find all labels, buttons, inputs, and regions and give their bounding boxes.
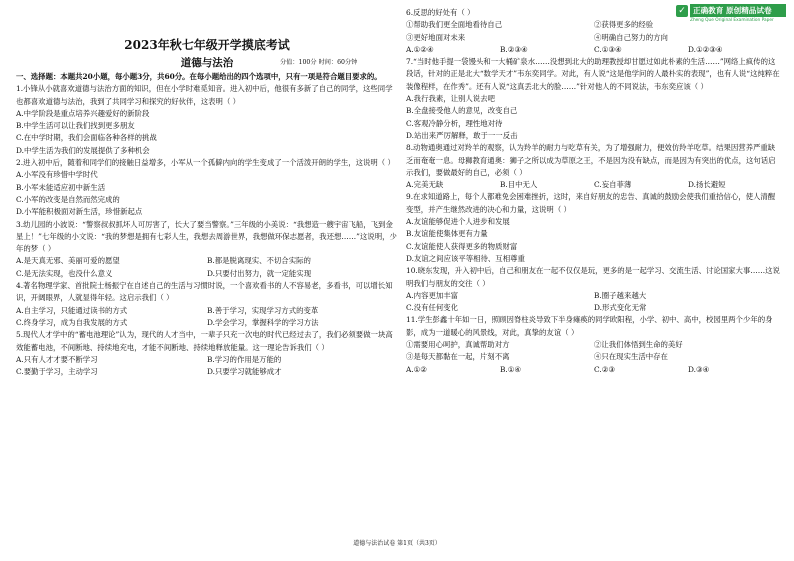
option-c: C.要勤于学习，主动学习 — [16, 367, 98, 377]
question-stem: 6.反思的好处有（ ） — [406, 8, 475, 17]
option-row — [406, 290, 782, 302]
option-b: B.①④ — [500, 364, 522, 374]
option-row — [16, 268, 398, 280]
question-3 — [16, 219, 398, 280]
statement-2: ②让我们体悟到生命的美好 — [594, 340, 683, 350]
option-row — [16, 255, 398, 267]
option-d: D.③④ — [688, 364, 710, 374]
option-row — [406, 302, 782, 314]
option-a: A.是天真无邪、美丽可爱的愿望 — [16, 256, 120, 266]
option-a: A.中学阶段是重点培养兴趣爱好的新阶段 — [16, 108, 150, 118]
question-4 — [16, 280, 398, 329]
option-a: A.自主学习，只能通过读书的方式 — [16, 305, 128, 315]
question-stem: 2.进入初中后，随着和同学们的接触日益增多，小军从一个孤僻内向的学生变成了一个活泼开朗的学生，这说明（ ） — [16, 158, 395, 168]
statement-1: ①帮助我们更全面地看待自己 — [406, 20, 503, 30]
option-row — [406, 364, 782, 376]
option-c: C.终身学习，成为自我发展的方式 — [16, 317, 128, 327]
option-d: D.只要付出努力，就一定能实现 — [207, 268, 312, 278]
question-stem: 8.动物通奥通过对羚羊的观察，认为羚羊的耐力与吃草有关，为了增强耐力，便效仿羚羊吃草。结果因营养严重缺乏而奄奄一息。母狮教育通奥：狮子之所以成为草原之王，不是因为没有缺点，而是因为有突出的优点，这句话启示我们，要做最好的自己，必须（ ） — [406, 143, 776, 177]
option-d: D.中学生活为我们的发展提供了多种机会 — [16, 145, 150, 155]
option-a: A.我行我素，让别人说去吧 — [406, 94, 495, 104]
option-b: B.目中无人 — [500, 180, 538, 190]
option-row — [16, 305, 398, 317]
question-8 — [406, 142, 782, 191]
option-d: D.小军能积极面对新生活，珍惜新起点 — [16, 207, 143, 217]
option-c: C.②③ — [594, 364, 615, 374]
option-a: A.友谊能够促进个人进步和发展 — [406, 217, 510, 227]
option-b: B.全盘接受他人的意见，改变自己 — [406, 106, 518, 116]
option-a: A.内容更加丰富 — [406, 290, 459, 300]
question-11 — [406, 314, 782, 375]
statement-1: ①需要用心呵护，真诚帮助对方 — [406, 340, 510, 350]
option-c: C.客观冷静分析，理性地对待 — [406, 118, 503, 128]
option-d: D.友谊之间应该平等相待、互相尊重 — [406, 253, 525, 263]
option-c: C.小军的改变是自然而然完成的 — [16, 194, 120, 204]
section-heading: 一、选择题：本题共20小题，每小题3分，共60分。在每小题给出的四个选项中，只有一项是符合题目要求的。 — [16, 72, 382, 81]
option-c: C.在中学时期，我们会面临各种各样的挑战 — [16, 133, 157, 143]
question-10 — [406, 265, 782, 314]
option-b: B.学习的作用是万能的 — [207, 354, 282, 364]
option-b: B.中学生活可以让我们找到更多朋友 — [16, 121, 135, 131]
statement-4: ④明确自己努力的方向 — [594, 32, 668, 42]
question-stem: 10.晓东发现，升入初中后，自己和朋友在一起不仅仅是玩，更多的是一起学习、交流生活、讨论国家大事……这说明我们与朋友的交往（ ） — [406, 266, 780, 288]
question-stem: 5.现代人才学中的“蓄电池理论”认为，现代的人才当中，一辈子只充一次电的时代已经过去了，我们必须要做一块高效能蓄电池，不间断地、持续地充电，才能不间断地、持续地释放能量。这一理论告诉我们（ ） — [16, 330, 393, 352]
option-a: A.小军没有珍惜中学时代 — [16, 170, 98, 180]
option-c: C.①③④ — [594, 44, 622, 54]
option-a: A.只有人才才要不断学习 — [16, 354, 98, 364]
option-b: B.②③④ — [500, 44, 528, 54]
option-a: A.①② — [406, 364, 427, 374]
option-b: B.小军未能适应初中新生活 — [16, 182, 106, 192]
exam-title: 2023年秋七年级开学摸底考试 — [124, 38, 290, 52]
option-a: A.完美无缺 — [406, 180, 444, 190]
question-9 — [406, 191, 782, 265]
subject-row — [16, 55, 398, 71]
option-c: C.没有任何变化 — [406, 303, 459, 313]
option-b: B.友谊能使集体更有力量 — [406, 229, 488, 239]
option-d: D.扬长避短 — [688, 180, 726, 190]
question-stem: 1.小锋从小就喜欢道德与法治方面的知识，但在小学时难觅知音。进入初中后，他很有多新了自己的同学，这些同学也都喜欢道德与法治，我到了共同学习和探究的好伙伴，这表明（ ） — [16, 84, 393, 106]
option-row — [16, 366, 398, 378]
option-row — [406, 351, 782, 363]
option-row — [16, 317, 398, 329]
left-column — [16, 0, 398, 378]
statement-3: ③更好地面对未来 — [406, 32, 466, 42]
question-stem: 3.幼儿园的小波说：“警察叔叔抓坏人可厉害了，长大了要当警察。”三年级的小美说：“我想造一艘宇宙飞船，飞到金星上！”七年级的小文说：“我的梦想是拥有七彩人生，我想去周游世界，我想做环保志愿者，我还想……”这说明，少年的梦（ ） — [16, 219, 397, 254]
option-row — [406, 339, 782, 351]
option-b: B.善于学习，实现学习方式的变革 — [207, 305, 319, 315]
statement-2: ②获得更多的经验 — [594, 20, 654, 30]
brand-logo-subtext: Zheng Que Original Examination Paper — [690, 18, 774, 23]
option-row — [406, 32, 782, 44]
check-icon: ✓ — [676, 5, 688, 17]
page-footer: 道德与法治试卷 第1页（共3页） — [353, 540, 441, 547]
option-b: B.圈子越来越大 — [594, 290, 647, 300]
option-a: A.①②④ — [406, 44, 434, 54]
right-column — [406, 7, 782, 376]
question-stem: 7.“当时他手提一袋馒头和一大桶矿泉水……没想到北大的助理教授却甘愿过如此朴素的生活……”网络上疯传的这段话，针对的正是北大“数学天才”韦东奕同学。对此，有人说“这是他学问的人最朴实的表现”，也有人说“这纯粹在装像程样，在作秀”。还有人说“这真丢北大的脸……”针对他人的不同说法，韦东奕应该（ ） — [406, 57, 780, 91]
option-row — [16, 354, 398, 366]
option-row — [406, 179, 782, 191]
option-d: D.学会学习，掌握科学的学习方法 — [207, 317, 319, 327]
question-2 — [16, 157, 398, 218]
option-d: D.形式变化无常 — [594, 303, 647, 313]
question-1 — [16, 83, 398, 157]
option-d: D.站出来严厉解释，敢于一一反击 — [406, 130, 518, 140]
option-row — [406, 44, 782, 56]
exam-score-time: 分值：100分 时间：60分钟 — [280, 59, 358, 66]
brand-logo-text: 正确教育 原创精品试卷 — [690, 4, 786, 17]
question-7 — [406, 56, 782, 142]
question-stem: 9.在求知道路上，每个人都难免会困难挫折，这时，来自好朋友的忠告、真诚的鼓励会使我们重拾信心，使人清醒变型，并产生继然改进的决心和力量，这说明（ ） — [406, 192, 776, 214]
option-d: D.①②③④ — [688, 44, 723, 54]
option-c: C.友谊能使人获得更多的物质财富 — [406, 241, 518, 251]
option-c: C.妄自菲薄 — [594, 180, 632, 190]
question-stem: 11.学生彭鑫十年如一日，照顾因脊柱炎导致下半身瘫痪的同学欧阳程，小学、初中、高中，校园里两个少年的身影，成为一道暖心的风景线，对此，真挚的友谊（ ） — [406, 315, 773, 337]
question-6 — [406, 7, 782, 56]
option-c: C.是无法实现，也没什么意义 — [16, 268, 113, 278]
exam-subject: 道德与法治 — [180, 57, 234, 69]
question-5 — [16, 329, 398, 378]
question-stem: 4.著名物理学家、首批院士杨振宁在自述自己的生活与习惯时说，一个喜欢看书的人不容易老，多看书，可以增长知识，开阔眼界，人就显得年轻。这启示我们（ ） — [16, 281, 393, 303]
statement-3: ③是每天都黏在一起，片刻不离 — [406, 352, 510, 362]
option-d: D.只要学习就能够成才 — [207, 367, 282, 377]
option-b: B.都是脱离现实、不切合实际的 — [207, 256, 311, 266]
statement-4: ④只在现实生活中存在 — [594, 352, 668, 362]
option-row — [406, 19, 782, 31]
